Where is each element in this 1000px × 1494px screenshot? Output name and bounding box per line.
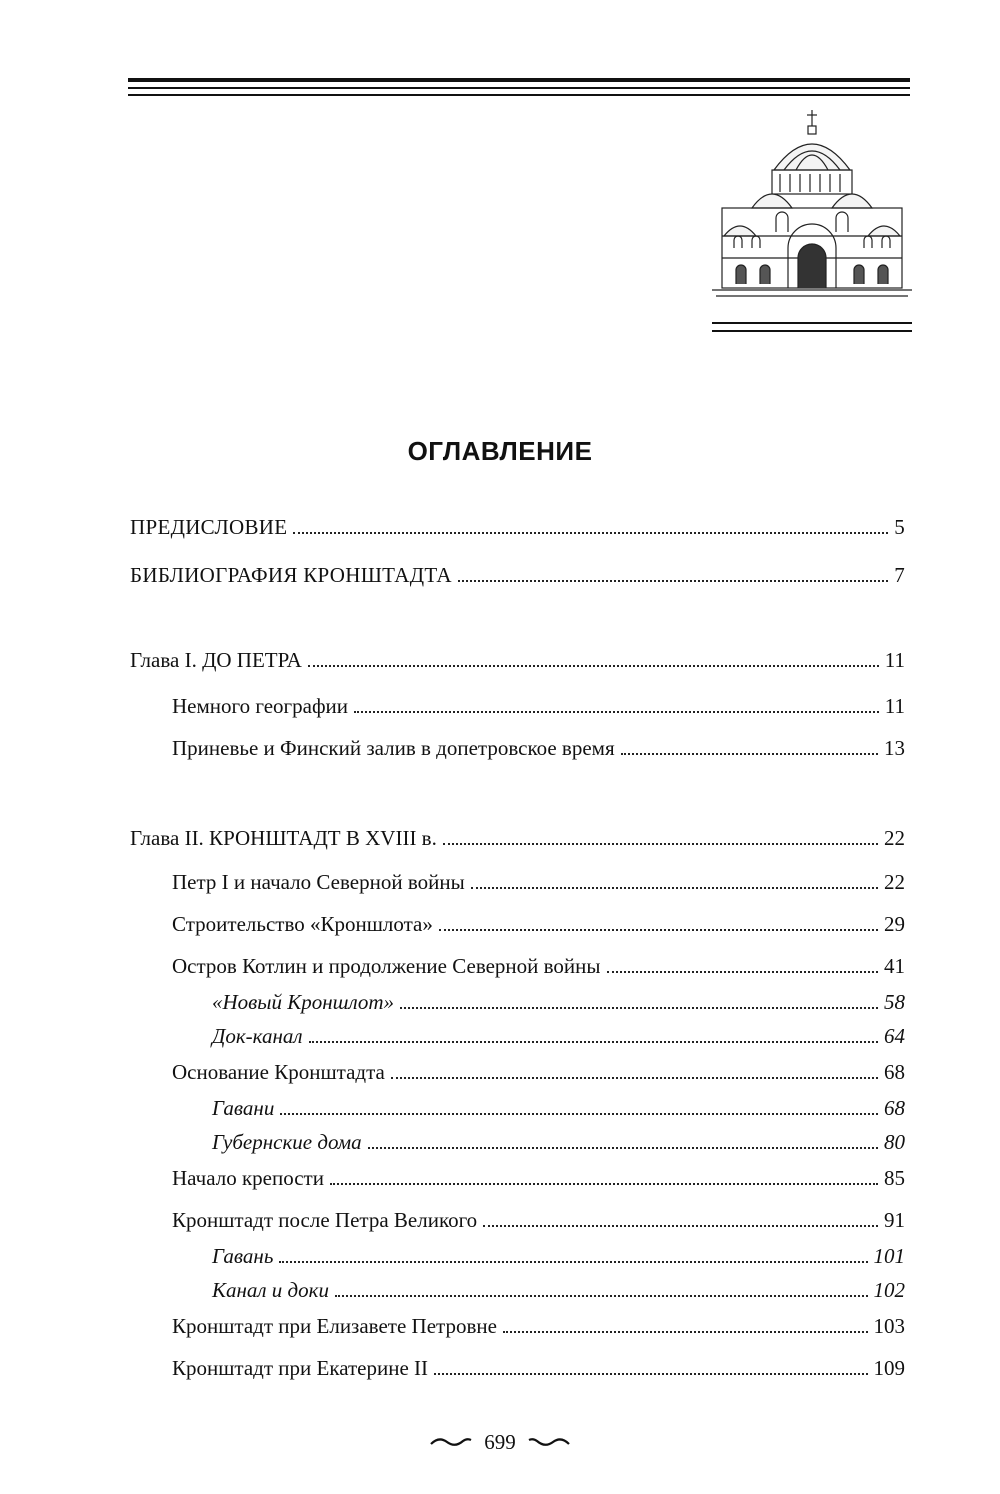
toc-subsection[interactable] [212, 1244, 905, 1274]
toc-entry-page: 103 [873, 1314, 905, 1338]
toc-entry-page: 68 [884, 1096, 905, 1120]
leader-dots [280, 1112, 878, 1115]
toc-section[interactable] [172, 1208, 905, 1238]
toc-entry-page: 22 [884, 826, 905, 850]
toc-entry-label: Кронштадт после Петра Великого [172, 1208, 478, 1232]
swash-left-icon [429, 1435, 473, 1449]
leader-dots [483, 1224, 878, 1227]
toc-entry-page: 5 [894, 515, 905, 539]
toc-entry-label: Глава I. ДО ПЕТРА [130, 648, 302, 672]
page-footer [0, 1428, 1000, 1455]
toc-chapter[interactable] [130, 826, 905, 856]
cathedral-icon [712, 108, 912, 308]
leader-dots [330, 1182, 878, 1185]
toc-section[interactable] [172, 736, 905, 766]
toc-entry-page: 11 [884, 694, 905, 718]
toc-entry-page: 41 [884, 954, 905, 978]
leader-dots [335, 1294, 868, 1297]
toc-subsection[interactable] [212, 1024, 905, 1054]
toc-entry-page: 11 [884, 648, 905, 672]
leader-dots [368, 1146, 878, 1149]
leader-dots [400, 1006, 878, 1009]
toc-section[interactable] [172, 1166, 905, 1196]
leader-dots [607, 970, 878, 973]
leader-dots [439, 928, 878, 931]
toc-entry-page: 22 [884, 870, 905, 894]
toc-subsection[interactable] [212, 1130, 905, 1160]
page-title: ОГЛАВЛЕНИЕ [407, 436, 593, 466]
toc-entry-label: Основание Кронштадта [172, 1060, 385, 1084]
toc-entry-label: Губернские дома [212, 1130, 362, 1154]
toc-entry-page: 29 [884, 912, 905, 936]
toc-entry-page: 80 [884, 1130, 905, 1154]
page-number: 699 [484, 1429, 516, 1454]
toc-subsection[interactable] [212, 1278, 905, 1308]
toc-section[interactable] [172, 912, 905, 942]
leader-dots [308, 664, 879, 667]
toc-entry-page: 102 [873, 1278, 905, 1302]
toc-subsection[interactable] [212, 1096, 905, 1126]
toc-entry-page: 101 [873, 1244, 905, 1268]
leader-dots [354, 710, 879, 713]
toc-section[interactable] [172, 694, 905, 724]
toc-entry-label: Приневье и Финский залив в допетровское время [172, 736, 615, 760]
leader-dots [471, 886, 878, 889]
header-rule-thick [128, 78, 910, 82]
header-rule-thin-2 [128, 94, 910, 96]
toc-section[interactable] [172, 1356, 905, 1386]
leader-dots [309, 1040, 878, 1043]
toc-entry-label: «Новый Кроншлот» [212, 990, 395, 1014]
leader-dots [621, 752, 878, 755]
toc-entry-label: Гавань [212, 1244, 274, 1268]
toc-entry[interactable] [130, 515, 905, 545]
toc-entry-page: 109 [873, 1356, 905, 1380]
toc-entry[interactable] [130, 563, 905, 593]
swash-right-icon [527, 1435, 571, 1449]
toc-entry-page: 85 [884, 1166, 905, 1190]
toc-entry-label: Кронштадт при Екатерине II [172, 1356, 429, 1380]
toc-section[interactable] [172, 954, 905, 984]
toc-entry-label: Начало крепости [172, 1166, 324, 1190]
toc-entry-page: 68 [884, 1060, 905, 1084]
toc-entry-label: Гавани [212, 1096, 275, 1120]
toc-entry-label: ПРЕДИСЛОВИЕ [130, 515, 288, 539]
toc-entry-label: Петр I и начало Северной войны [172, 870, 465, 894]
toc-entry-label: Немного географии [172, 694, 349, 718]
toc-entry-label: БИБЛИОГРАФИЯ КРОНШТАДТА [130, 563, 452, 587]
toc-entry-page: 13 [884, 736, 905, 760]
toc-section[interactable] [172, 870, 905, 900]
toc-section[interactable] [172, 1314, 905, 1344]
illustration-rule-2 [712, 330, 912, 332]
leader-dots [293, 531, 888, 534]
toc-entry-label: Глава II. КРОНШТАДТ В XVIII в. [130, 826, 437, 850]
toc-entry-page: 64 [884, 1024, 905, 1048]
toc-entry-page: 7 [894, 563, 905, 587]
toc-entry-page: 58 [884, 990, 905, 1014]
leader-dots [391, 1076, 878, 1079]
toc-entry-label: Док-канал [212, 1024, 303, 1048]
leader-dots [443, 842, 878, 845]
toc-entry-label: Канал и доки [212, 1278, 329, 1302]
toc-section[interactable] [172, 1060, 905, 1090]
toc-entry-label: Кронштадт при Елизавете Петровне [172, 1314, 497, 1338]
toc-entry-label: Остров Котлин и продолжение Северной войны [172, 954, 601, 978]
toc-chapter[interactable] [130, 648, 905, 678]
header-rule-thin [128, 87, 910, 89]
toc-entry-label: Строительство «Кроншлота» [172, 912, 433, 936]
leader-dots [434, 1372, 867, 1375]
leader-dots [458, 579, 888, 582]
toc-subsection[interactable] [212, 990, 905, 1020]
toc-entry-page: 91 [884, 1208, 905, 1232]
leader-dots [503, 1330, 868, 1333]
cathedral-illustration [712, 108, 912, 348]
leader-dots [279, 1260, 867, 1263]
illustration-rule [712, 322, 912, 324]
